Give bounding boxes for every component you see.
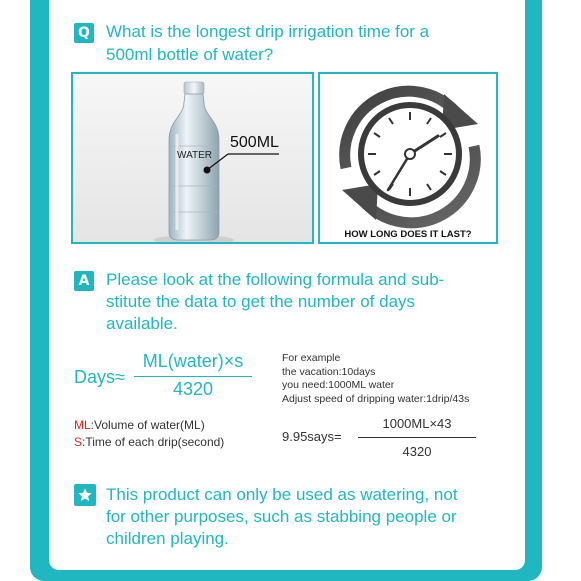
legend-s-key: S [74,435,83,449]
example-result-lhs: 9.95says= [282,429,342,444]
example-fraction-bar [358,437,476,438]
answer-line-3: available. [106,314,178,333]
notice-line-1: This product can only be used as watering, not [106,485,458,504]
notice-line-3: children playing. [106,529,229,548]
question-line-1: What is the longest drip irrigation time for a [106,22,430,41]
example-result-numerator: 1000ML×43 [382,416,452,431]
clock-caption: HOW LONG DOES IT LAST? [344,229,472,240]
example-line-1: For example [282,352,341,364]
answer-line-1: Please look at the following formula and sub- [106,270,445,289]
volume-callout: 500ML [230,134,279,151]
bottle-label: WATER [177,150,212,161]
example-line-4: Adjust speed of dripping water:1drip/43s [282,392,470,405]
example-line-2: the vacation:10days [282,365,376,378]
bottle-image-panel [71,72,314,244]
formula-denominator: 4320 [172,379,214,399]
answer-line-2: stitute the data to get the number of days [106,292,416,311]
legend-ml [74,417,224,434]
example-result-denominator: 4320 [402,444,432,459]
example-block [282,352,469,406]
star-icon [74,484,96,506]
formula-numerator: ML(water)×s [142,351,244,371]
notice-line-2: for other purposes, such as stabbing people or [106,507,457,526]
question-line-2: 500ml bottle of water? [106,45,274,64]
legend-ml-key: ML [74,418,91,432]
clock-illustration [320,74,498,244]
clock-image-panel [318,72,498,244]
callout-line [73,74,314,244]
formula-fraction-bar [134,376,252,377]
answer-badge: A [74,271,94,291]
legend-s [74,434,224,451]
formula-lhs: Days≈ [74,367,125,387]
variable-legend [74,417,224,451]
legend-s-desc: :Time of each drip(second) [82,435,225,449]
legend-ml-desc: :Volume of water(ML) [90,418,205,432]
question-badge: Q [74,23,94,43]
example-line-3: you need:1000ML water [282,379,395,391]
